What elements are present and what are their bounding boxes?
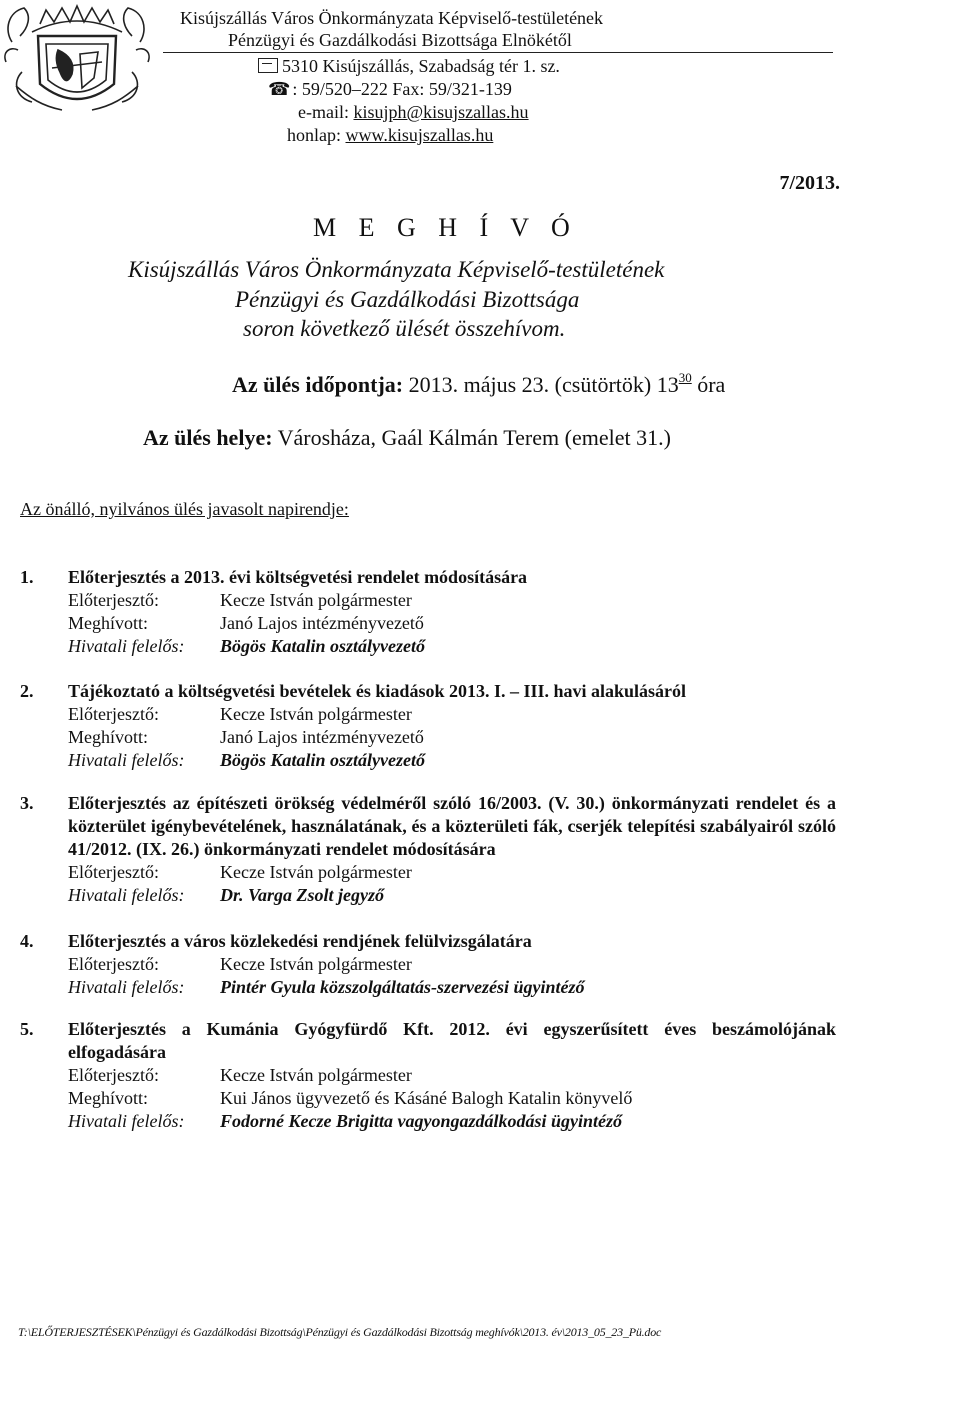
row-label: Hivatali felelős:	[68, 977, 185, 997]
agenda-row-presenter	[68, 703, 412, 726]
header-divider	[163, 52, 833, 53]
agenda-row-responsible	[68, 976, 585, 999]
agenda-item-title: Előterjesztés a 2013. évi költségvetési rendelet módosítására	[68, 567, 528, 587]
meeting-time-minutes: 30	[678, 370, 692, 385]
agenda-item-number: 3.	[20, 793, 34, 813]
agenda-item-number: 2.	[20, 681, 34, 701]
agenda-row-responsible	[68, 884, 384, 907]
agenda-item-3	[20, 792, 840, 910]
agenda-item-2	[20, 680, 840, 772]
meeting-place-label: Az ülés helye:	[143, 425, 273, 450]
row-value: Fodorné Kecze Brigitta vagyongazdálkodási ügyintéző	[220, 1111, 623, 1131]
agenda-item-number: 4.	[20, 931, 34, 951]
meeting-time	[232, 370, 725, 398]
row-label: Hivatali felelős:	[68, 885, 185, 905]
row-value: Kecze István polgármester	[220, 704, 412, 724]
address-line	[258, 56, 560, 77]
row-value: Pintér Gyula közszolgáltatás-szervezési ügyintéző	[220, 977, 585, 997]
agenda-row-invited	[68, 1087, 632, 1110]
row-value: Kecze István polgármester	[220, 1065, 412, 1085]
row-label: Hivatali felelős:	[68, 1111, 185, 1131]
envelope-icon	[258, 58, 278, 73]
agenda-row-invited	[68, 612, 424, 635]
row-label: Meghívott:	[68, 727, 148, 747]
intro-line-3: soron következő ülését összehívom.	[243, 316, 566, 341]
row-value: Kui János ügyvezető és Kásáné Balogh Katalin könyvelő	[220, 1088, 633, 1108]
row-value: Janó Lajos intézményvezető	[220, 613, 424, 633]
agenda-item-1	[20, 566, 840, 658]
row-label: Meghívott:	[68, 613, 148, 633]
row-value: Dr. Varga Zsolt jegyző	[220, 885, 385, 905]
agenda-item-number: 5.	[20, 1019, 34, 1039]
phone-fax-text: : 59/520–222 Fax: 59/321-139	[292, 79, 512, 99]
row-label: Előterjesztő:	[68, 862, 159, 882]
telephone-icon: ☎	[268, 79, 291, 99]
agenda-item-title: Előterjesztés a város közlekedési rendjének felülvizsgálatára	[68, 931, 532, 951]
agenda-row-invited	[68, 726, 424, 749]
coat-of-arms-icon	[2, 2, 152, 120]
meeting-time-unit: óra	[697, 372, 726, 397]
row-label: Előterjesztő:	[68, 590, 159, 610]
website-line	[287, 125, 493, 146]
agenda-row-presenter	[68, 589, 412, 612]
agenda-row-presenter	[68, 861, 412, 884]
row-label: Előterjesztő:	[68, 954, 159, 974]
website-label: honlap:	[287, 125, 346, 145]
row-label: Meghívott:	[68, 1088, 148, 1108]
intro-line-2: Pénzügyi és Gazdálkodási Bizottsága	[235, 287, 580, 312]
agenda-heading: Az önálló, nyilvános ülés javasolt napirendje:	[20, 499, 349, 519]
agenda-row-responsible	[68, 635, 425, 658]
agenda-item-title: Előterjesztés a Kumánia Gyógyfürdő Kft. 2012. évi egyszerűsített éves beszámolójának elfogadására	[68, 1019, 836, 1062]
row-label: Hivatali felelős:	[68, 636, 185, 656]
agenda-item-title: Tájékoztató a költségvetési bevételek és kiadások 2013. I. – III. havi alakulásáról	[68, 681, 687, 701]
meeting-time-value: 2013. május 23. (csütörtök) 13	[408, 372, 679, 397]
agenda-item-5	[20, 1018, 840, 1136]
website-link[interactable]: www.kisujszallas.hu	[345, 125, 494, 145]
agenda-item-4	[20, 930, 840, 1000]
sender-line-1: Kisújszállás Város Önkormányzata Képviselő-testületének	[180, 8, 604, 28]
row-value: Janó Lajos intézményvezető	[220, 727, 424, 747]
row-value: Bögös Katalin osztályvezető	[220, 636, 426, 656]
agenda-item-number: 1.	[20, 567, 34, 587]
agenda-row-responsible	[68, 1110, 622, 1133]
row-label: Előterjesztő:	[68, 1065, 159, 1085]
agenda-row-presenter	[68, 1064, 412, 1087]
agenda-row-responsible	[68, 749, 425, 772]
row-label: Előterjesztő:	[68, 704, 159, 724]
email-label: e-mail:	[298, 102, 354, 122]
email-line	[298, 102, 529, 123]
row-value: Kecze István polgármester	[220, 862, 412, 882]
reference-number: 7/2013.	[779, 172, 840, 194]
meeting-place	[143, 425, 671, 451]
meeting-place-value: Városháza, Gaál Kálmán Terem (emelet 31.)	[277, 425, 671, 450]
meeting-time-label: Az ülés időpontja:	[232, 372, 404, 397]
email-link[interactable]: kisujph@kisujszallas.hu	[353, 102, 529, 122]
document-title: M E G H Í V Ó	[313, 213, 578, 242]
file-path-footer: T:\ELŐTERJESZTÉSEK\Pénzügyi és Gazdálkodási Bizottság\Pénzügyi és Gazdálkodási Bizottság meghívók\2013. év\2013_05_23_Pü.doc	[18, 1325, 662, 1339]
row-label: Hivatali felelős:	[68, 750, 185, 770]
agenda-item-title: Előterjesztés az építészeti örökség védelméről szóló 16/2003. (V. 30.) önkormányzati rendelet és a közterület igénybevételének, használatának, és a közterületi fák, cserjék telepítési szabályairól szóló 41/2012. (IX. 26.) önkormányzati rendelet módosítására	[68, 793, 836, 859]
address-text: 5310 Kisújszállás, Szabadság tér 1. sz.	[282, 56, 560, 76]
agenda-row-presenter	[68, 953, 412, 976]
phone-fax-line	[268, 79, 512, 100]
sender-line-2: Pénzügyi és Gazdálkodási Bizottsága Elnökétől	[228, 30, 572, 50]
row-value: Kecze István polgármester	[220, 590, 412, 610]
row-value: Kecze István polgármester	[220, 954, 412, 974]
row-value: Bögös Katalin osztályvezető	[220, 750, 426, 770]
intro-line-1: Kisújszállás Város Önkormányzata Képviselő-testületének	[128, 257, 665, 282]
